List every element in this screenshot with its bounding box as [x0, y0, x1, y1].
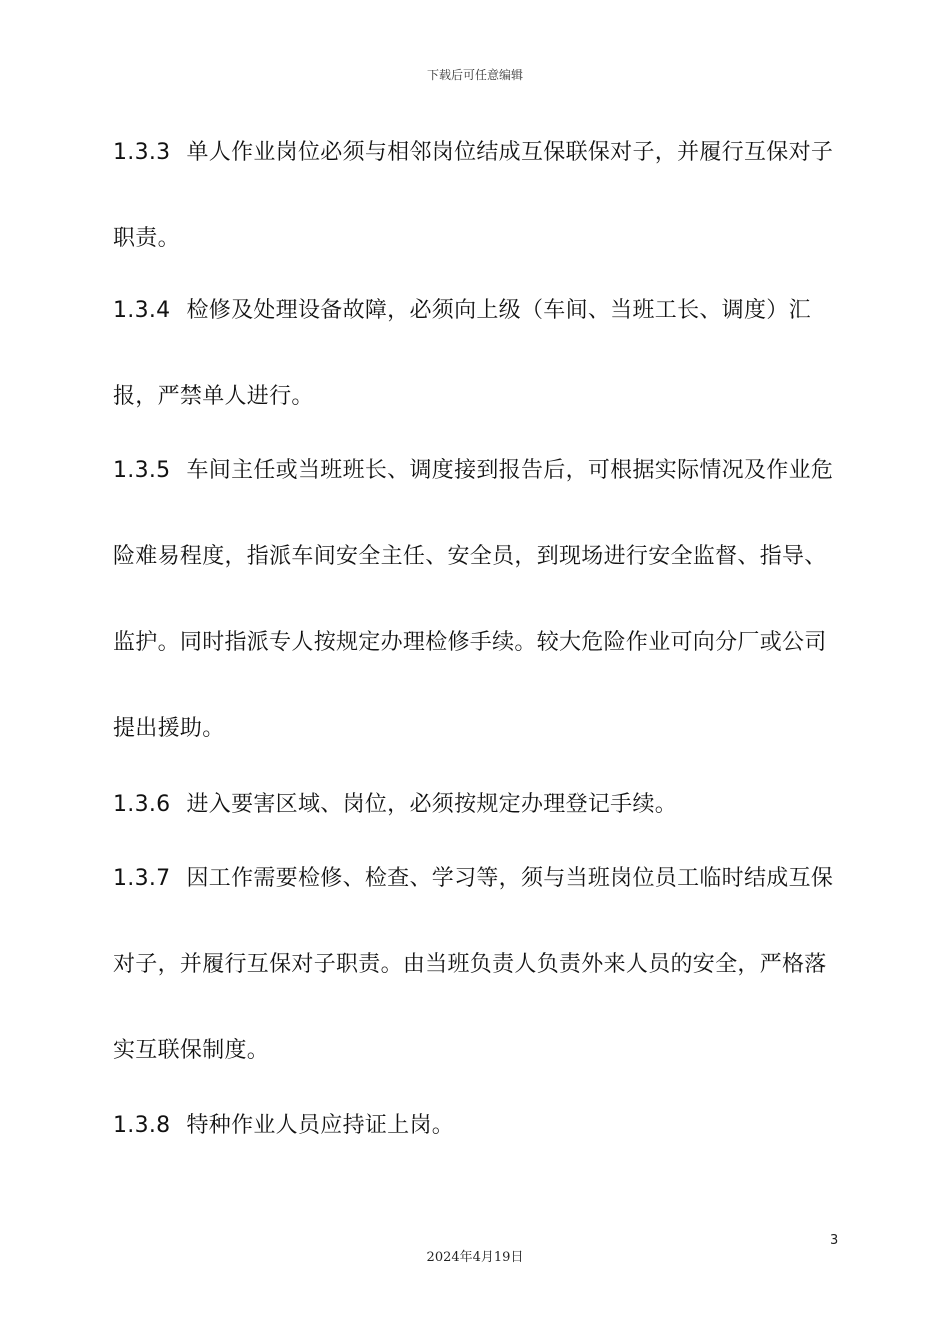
paragraph-1-3-7 [113, 836, 843, 1094]
footer-date: 2024年4月19日 [426, 1250, 524, 1265]
clause-number: 1.3.8 [113, 1113, 171, 1138]
page-number: 3 [830, 1233, 839, 1248]
clause-text: 因工作需要检修、检查、学习等，须与当班岗位员工临时结成互保对子，并履行互保对子职责。由当班负责人负责外来人员的安全，严格落实互联保制度。 [113, 866, 834, 1063]
clause-text: 进入要害区域、岗位，必须按规定办理登记手续。 [186, 792, 678, 817]
clause-text: 特种作业人员应持证上岗。 [186, 1113, 455, 1138]
clause-text: 检修及处理设备故障，必须向上级（车间、当班工长、调度）汇报，严禁单人进行。 [113, 298, 811, 409]
paragraph-1-3-3 [113, 110, 843, 282]
clause-text: 单人作业岗位必须与相邻岗位结成互保联保对子，并履行互保对子职责。 [113, 140, 834, 251]
clause-text: 车间主任或当班班长、调度接到报告后，可根据实际情况及作业危险难易程度，指派车间安全主任、安全员，到现场进行安全监督、指导、监护。同时指派专人按规定办理检修手续。较大危险作业可向分厂或公司提出援助。 [113, 458, 834, 741]
clause-number: 1.3.5 [113, 458, 171, 483]
clause-number: 1.3.3 [113, 140, 171, 165]
clause-number: 1.3.6 [113, 792, 171, 817]
paragraph-1-3-8 [113, 1083, 843, 1169]
paragraph-1-3-4 [113, 268, 843, 440]
clause-number: 1.3.4 [113, 298, 171, 323]
page-header: 下载后可任意编辑 [426, 68, 523, 82]
clause-number: 1.3.7 [113, 866, 171, 891]
paragraph-1-3-5 [113, 428, 843, 772]
